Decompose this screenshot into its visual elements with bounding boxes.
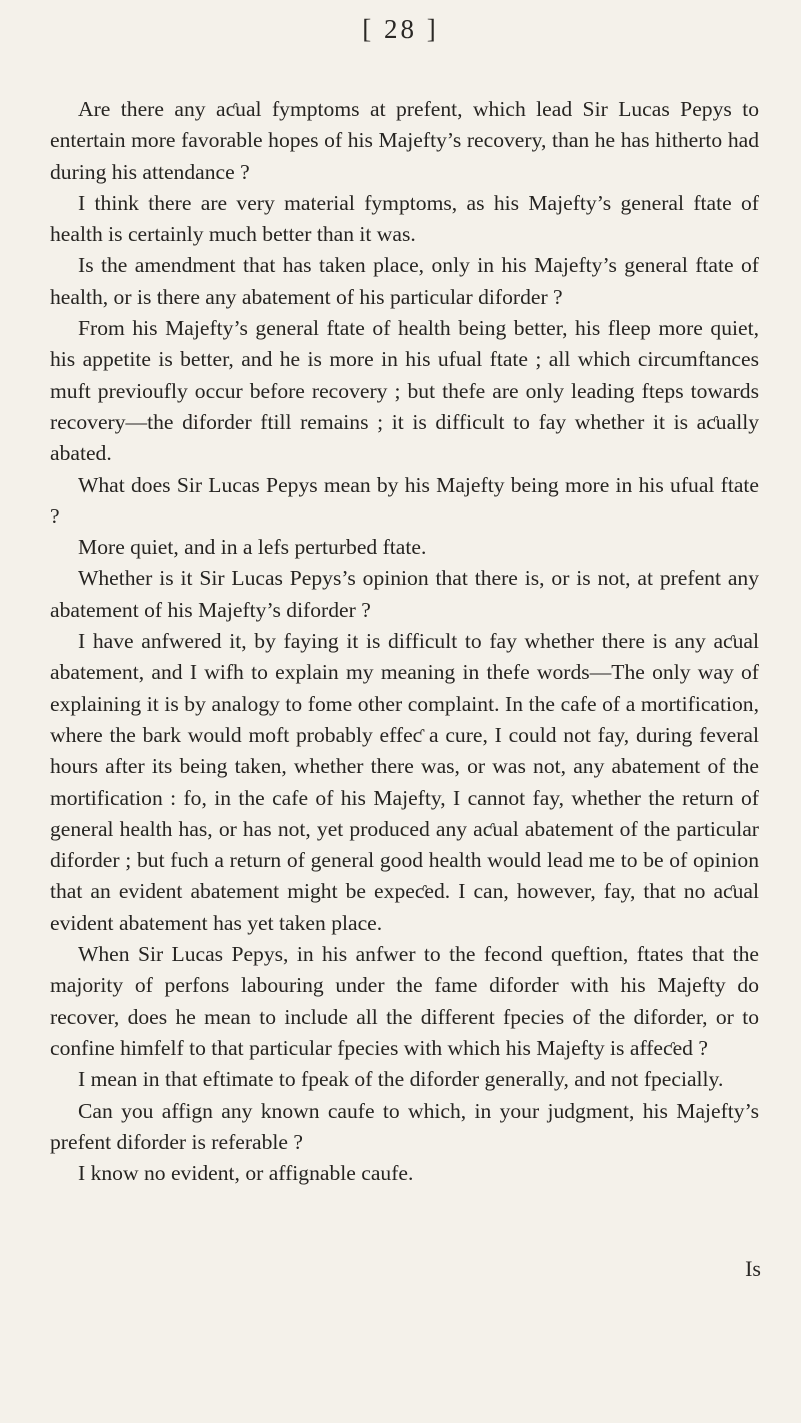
answer-paragraph: I mean in that eftimate to fpeak of the diforder generally, and not fpecially. xyxy=(78,1067,724,1092)
answer-paragraph: I think there are very material fymptoms, as his Majefty’s general ftate of health is certainly much better than it was. xyxy=(50,190,759,247)
question-paragraph: Can you affign any known caufe to which, in your judgment, his Majefty’s prefent diforder is referable ? xyxy=(50,1098,759,1154)
page-number: [ 28 ] xyxy=(362,14,439,44)
answer-paragraph: I have anfwered it, by faying it is difficult to fay whether there is any aƈual abatement, and I wifh to explain my meaning in thefe words—The only way of explaining it is by analogy to fome other complaint. In the cafe of a mortification, where the bark would moft probably effeƈ a cure, I could not fay, during feveral hours after its being taken, whether there was, or was not, any abatement of the mortification : fo, in the cafe of his Majefty, I cannot fay, whether the return of general health has, or has not, yet produced any aƈual abatement of the particular diforder ; but fuch a return of general good health would lead me to be of opinion that an evident abatement might be expeƈed. I can, however, fay, that no aƈual evident abatement has yet taken place. xyxy=(50,629,759,935)
body-text xyxy=(50,94,759,1189)
question-paragraph: When Sir Lucas Pepys, in his anfwer to the fecond queftion, ftates that the majority of perfons labouring under the fame diforder with his Majefty do recover, does he mean to include all the different fpecies of the diforder, or to confine himfelf to that particular fpecies with which his Majefty is affeƈed ? xyxy=(50,942,759,1060)
question-paragraph: Are there any aƈual fymptoms at prefent, which lead Sir Lucas Pepys to entertain more favorable hopes of his Majefty’s recovery, than he has hitherto had during his attendance ? xyxy=(50,97,759,184)
catchword: Is xyxy=(745,1256,761,1281)
answer-paragraph: From his Majefty’s general ftate of health being better, his fleep more quiet, his appetite is better, and he is more in his ufual ftate ; all which circumftances muft previoufly occur before recovery ; but thefe are only leading fteps towards recovery—the diforder ftill remains ; it is difficult to fay whether it is aƈually abated. xyxy=(50,316,759,466)
question-paragraph: Is the amendment that has taken place, only in his Majefty’s general ftate of health, or is there any abatement of his particular diforder ? xyxy=(50,253,759,309)
answer-paragraph: I know no evident, or affignable caufe. xyxy=(78,1161,414,1186)
answer-paragraph: More quiet, and in a lefs perturbed ftate. xyxy=(78,535,427,560)
question-paragraph: What does Sir Lucas Pepys mean by his Majefty being more in his ufual ftate ? xyxy=(50,472,759,528)
question-paragraph: Whether is it Sir Lucas Pepys’s opinion that there is, or is not, at prefent any abatement of his Majefty’s diforder ? xyxy=(50,566,759,622)
